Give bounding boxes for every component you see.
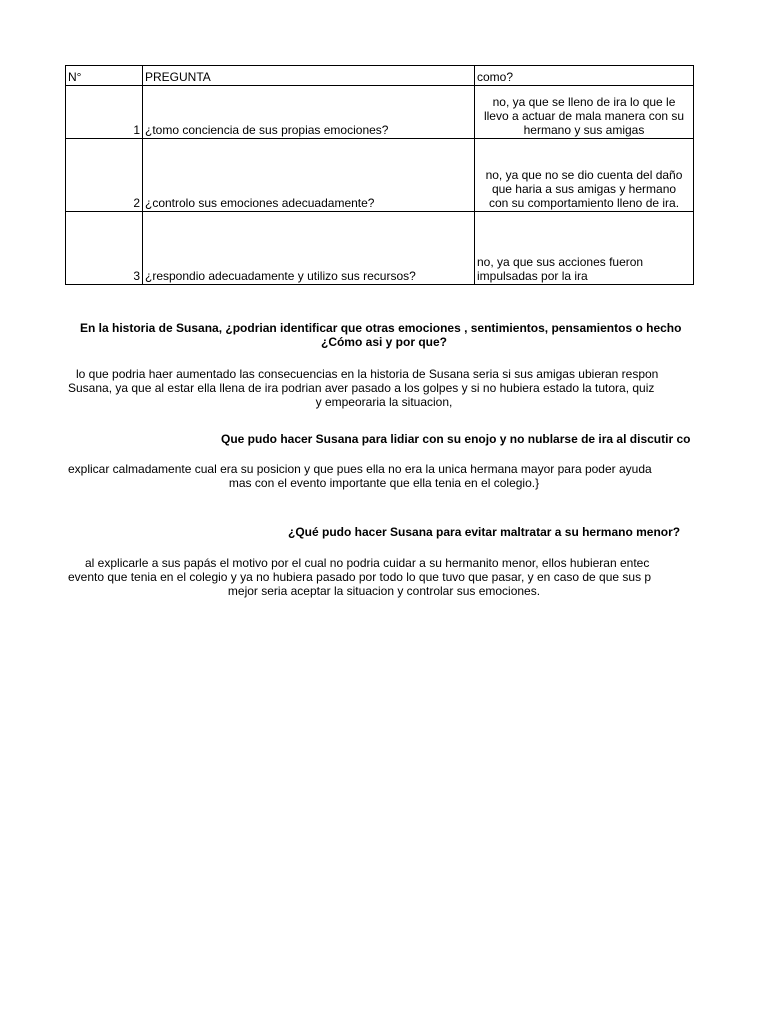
questions-table — [65, 65, 694, 285]
section-question-line: En la historia de Susana, ¿podrian identificar que otras emociones , sentimientos, pensamientos o hecho — [80, 321, 682, 335]
section-answer-line: explicar calmadamente cual era su posicion y que pues ella no era la unica hermana mayor para poder ayuda — [68, 462, 652, 476]
row-number: 1 — [66, 86, 143, 139]
row-answer — [475, 86, 694, 139]
answer-line: con su comportamiento lleno de ira. — [488, 196, 680, 210]
section-answer-line: lo que podria haer aumentado las consecuencias en la historia de Susana seria si sus amigas ubieran respon — [76, 367, 659, 381]
row-number: 2 — [66, 139, 143, 212]
header-question: PREGUNTA — [143, 66, 475, 86]
row-answer — [475, 139, 694, 212]
section-question-line: Que pudo hacer Susana para lidiar con su enojo y no nublarse de ira al discutir co — [221, 432, 691, 446]
table-header-row — [66, 66, 694, 86]
section-answer-line: evento que tenia en el colegio y ya no hubiera pasado por todo lo que tuvo que pasar, y en caso de que sus p — [68, 570, 652, 584]
answer-line: no, ya que se lleno de ira lo que le — [492, 95, 676, 109]
answer-line: que haria a sus amigas y hermano — [491, 182, 677, 196]
section-answer-line: y empeoraria la situacion, — [315, 395, 453, 409]
answer-line: hermano y sus amigas — [523, 123, 645, 137]
row-question: ¿respondio adecuadamente y utilizo sus recursos? — [143, 212, 475, 285]
section-answer-line: mejor seria aceptar la situacion y controlar sus emociones. — [227, 584, 541, 598]
section-answer-line: Susana, ya que al estar ella llena de ira podrian aver pasado a los golpes y si no hubiera estado la tutora, quiz — [68, 381, 655, 395]
row-question: ¿controlo sus emociones adecuadamente? — [143, 139, 475, 212]
row-question: ¿tomo conciencia de sus propias emociones? — [143, 86, 475, 139]
table-row — [66, 139, 694, 212]
table-row — [66, 86, 694, 139]
row-answer — [475, 212, 694, 285]
section-answer-line: al explicarle a sus papás el motivo por el cual no podria cuidar a su hermanito menor, ellos hubieran entec — [85, 556, 650, 570]
answer-line: llevo a actuar de mala manera con su — [483, 109, 685, 123]
table-row — [66, 212, 694, 285]
section-answer-line: mas con el evento importante que ella tenia en el colegio.} — [228, 476, 540, 490]
answer-line: impulsadas por la ira — [477, 269, 588, 283]
section-question-line: ¿Qué pudo hacer Susana para evitar maltratar a su hermano menor? — [288, 525, 681, 539]
answer-line: no, ya que sus acciones fueron — [477, 255, 644, 269]
answer-line: no, ya que no se dio cuenta del daño — [485, 168, 683, 182]
row-number: 3 — [66, 212, 143, 285]
header-number: N° — [66, 66, 143, 86]
section-question-line: ¿Cómo asi y por que? — [320, 335, 447, 349]
header-answer: como? — [475, 66, 694, 86]
